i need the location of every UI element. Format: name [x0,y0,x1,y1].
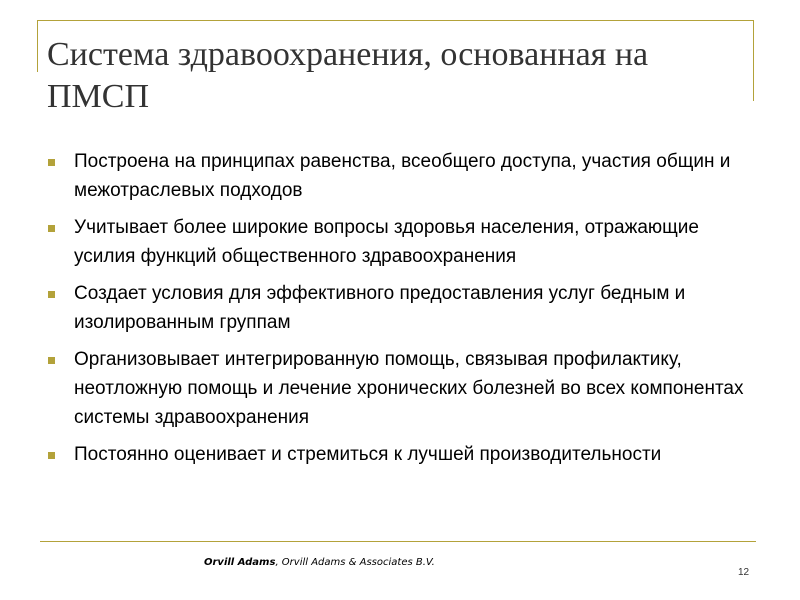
bullet-text: Построена на принципах равенства, всеобщего доступа, участия общин и межотраслевых подходов [74,151,731,201]
square-bullet-icon [48,291,55,298]
square-bullet-icon [48,225,55,232]
bullet-text: Учитывает более широкие вопросы здоровья населения, отражающие усилия функций общественного здравоохранения [74,217,699,267]
bullet-item [48,345,758,432]
frame-top-line [38,20,754,21]
bullet-text: Создает условия для эффективного предоставления услуг бедным и изолированным группам [74,283,686,333]
square-bullet-icon [48,159,55,166]
page-number: 12 [738,567,750,578]
bullet-text: Постоянно оценивает и стремиться к лучшей производительности [74,444,662,465]
footer-author: Orvill Adams [204,557,276,568]
square-bullet-icon [48,357,55,364]
bullet-item [48,279,758,337]
footer-organization: , Orvill Adams & Associates B.V. [275,557,435,568]
bullet-list [48,147,758,477]
frame-left-line [37,20,38,72]
slide-title: Система здравоохранения, основанная на ПМСП [47,36,649,115]
bullet-item [48,213,758,271]
square-bullet-icon [48,452,55,459]
bullet-text: Организовывает интегрированную помощь, связывая профилактику, неотложную помощь и лечение хронических болезней во всех компонентах системы здравоохранения [74,349,744,428]
footer-divider [40,541,756,542]
footer-credit [204,557,435,568]
bullet-item [48,147,758,205]
bullet-item [48,440,758,469]
frame-right-line [753,20,754,101]
